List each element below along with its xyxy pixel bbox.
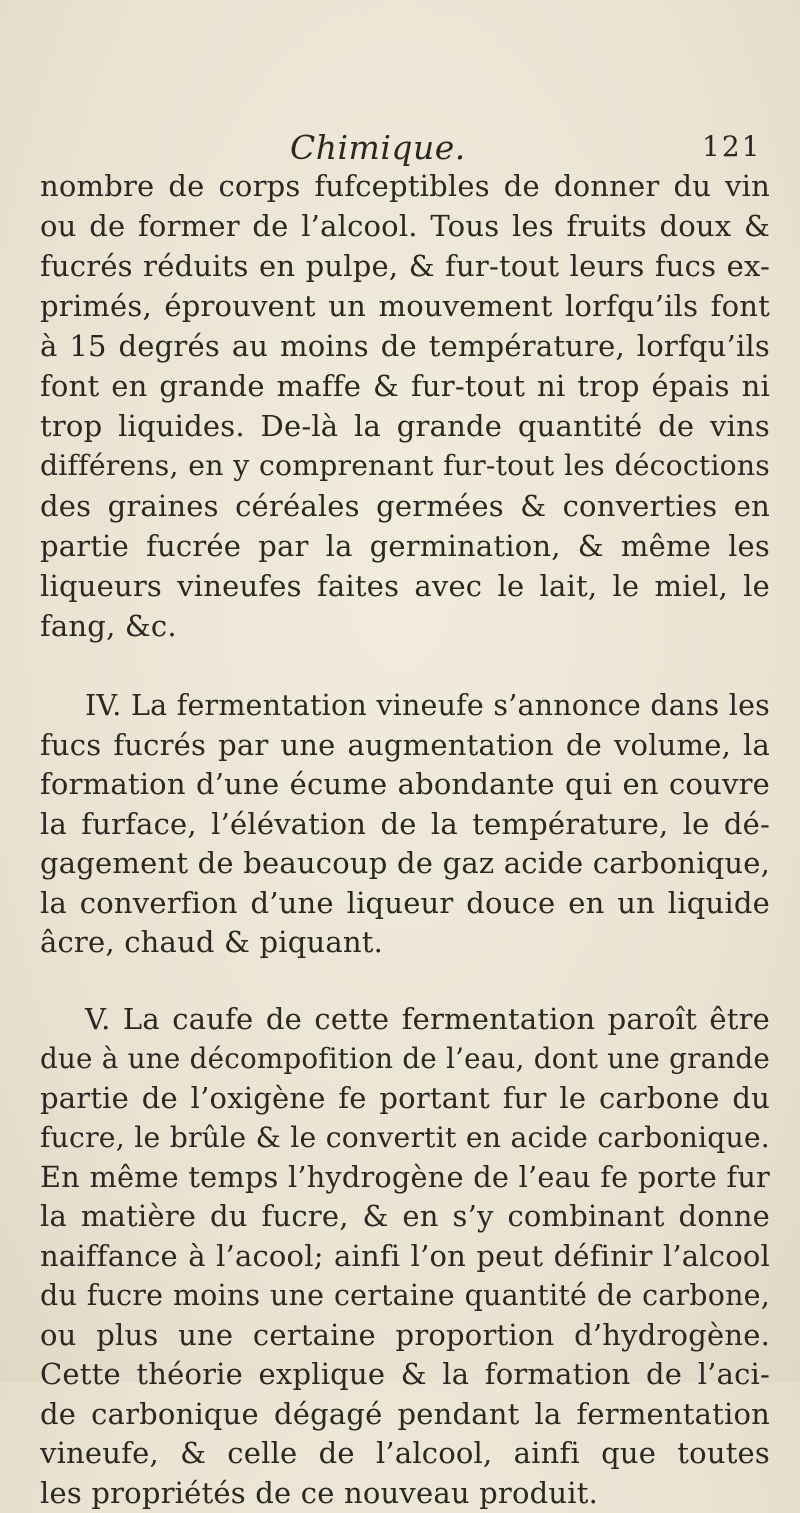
text-line: différens, en y comprenant fur-tout les décoctions — [40, 446, 770, 486]
text-line: la matière du fucre, & en s’y combinant donne — [40, 1197, 770, 1237]
text-line: les propriétés de ce nouveau produit. — [40, 1474, 770, 1513]
text-line: font en grande maffe & fur-tout ni trop épais ni — [40, 366, 770, 406]
paragraph-iv — [40, 686, 770, 963]
text-line: fang, &c. — [40, 606, 770, 646]
text-line: due à une décompofition de l’eau, dont une grande — [40, 1039, 770, 1079]
text-line: naiffance à l’acool; ainfi l’on peut définir l’alcool — [40, 1237, 770, 1277]
text-line: de carbonique dégagé pendant la fermentation — [40, 1395, 770, 1435]
text-line: à 15 degrés au moins de température, lorfqu’ils — [40, 326, 770, 366]
text-line: fucrés réduits en pulpe, & fur-tout leurs fucs ex- — [40, 246, 770, 286]
text-line: liqueurs vineufes faites avec le lait, le miel, le — [40, 566, 770, 606]
text-line: du fucre moins une certaine quantité de carbone, — [40, 1276, 770, 1316]
text-line: fucs fucrés par une augmentation de volume, la — [40, 726, 770, 766]
page-number: 121 — [702, 130, 761, 163]
paragraph-v — [40, 1000, 770, 1513]
text-line: En même temps l’hydrogène de l’eau fe porte fur — [40, 1158, 770, 1198]
text-line: nombre de corps fufceptibles de donner du vin — [40, 166, 770, 206]
page-header — [40, 118, 770, 166]
text-line: V. La caufe de cette fermentation paroît être — [40, 1000, 770, 1040]
text-line: IV. La fermentation vineufe s’annonce dans les — [40, 686, 770, 726]
text-line: partie fucrée par la germination, & même les — [40, 526, 770, 566]
running-title: Chimique. — [290, 128, 466, 167]
text-line: la furface, l’élévation de la température, le dé- — [40, 805, 770, 845]
text-line: vineufe, & celle de l’alcool, ainfi que toutes — [40, 1434, 770, 1474]
text-line: Cette théorie explique & la formation de l’aci- — [40, 1355, 770, 1395]
paragraph-continuation — [40, 166, 770, 646]
text-line: ou de former de l’alcool. Tous les fruits doux & — [40, 206, 770, 246]
text-line: fucre, le brûle & le convertit en acide carbonique. — [40, 1118, 770, 1158]
text-line: trop liquides. De-là la grande quantité de vins — [40, 406, 770, 446]
text-line: partie de l’oxigène fe portant fur le carbone du — [40, 1079, 770, 1119]
text-line: la converfion d’une liqueur douce en un liquide — [40, 884, 770, 924]
text-line: âcre, chaud & piquant. — [40, 923, 770, 963]
text-line: gagement de beaucoup de gaz acide carbonique, — [40, 844, 770, 884]
book-page — [40, 118, 770, 1513]
text-line: des graines céréales germées & converties en — [40, 486, 770, 526]
text-line: primés, éprouvent un mouvement lorfqu’ils font — [40, 286, 770, 326]
text-line: formation d’une écume abondante qui en couvre — [40, 765, 770, 805]
text-line: ou plus une certaine proportion d’hydrogène. — [40, 1316, 770, 1356]
